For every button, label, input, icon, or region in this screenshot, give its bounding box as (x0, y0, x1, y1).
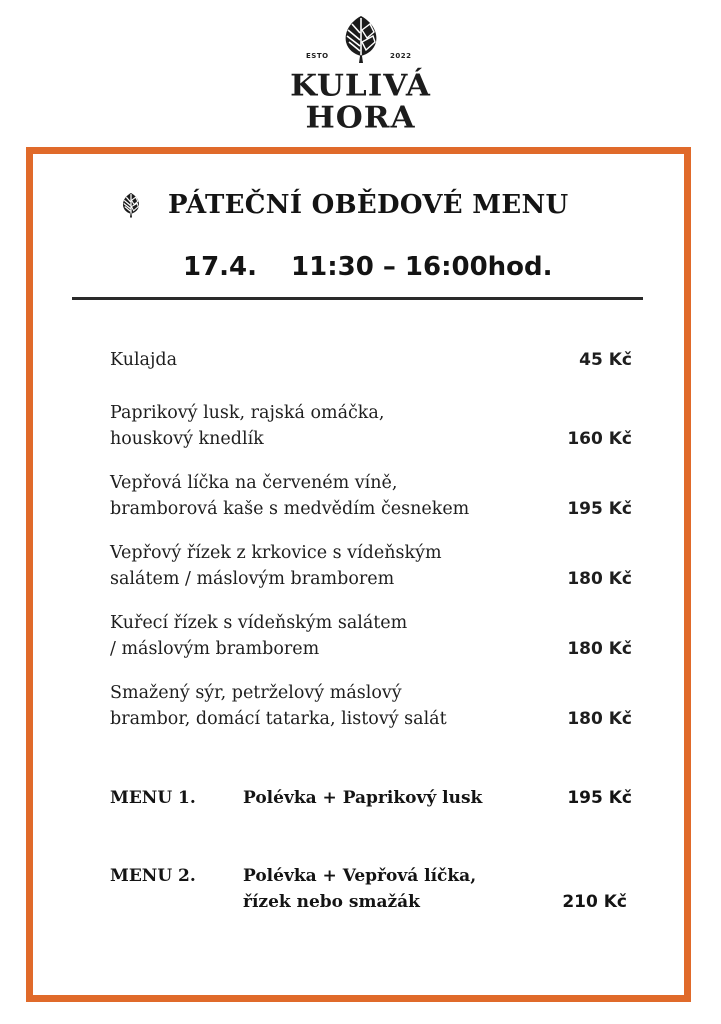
leaf-icon (340, 14, 382, 64)
combo-price: 210 Kč (562, 892, 627, 912)
combo-menu (110, 785, 632, 811)
menu-item-name: Vepřová líčka na červeném víně, bramborová kaše s medvědím česnekem (110, 473, 470, 519)
menu-item (110, 610, 632, 662)
leaf-icon (120, 192, 142, 218)
menu-item-price: 180 Kč (567, 639, 632, 659)
menu-item-price: 180 Kč (567, 709, 632, 729)
menu-item (110, 540, 632, 592)
combo-label: MENU 1. (110, 788, 196, 808)
menu-date: 17.4. (183, 252, 258, 282)
date-time (183, 252, 553, 282)
menu-item-price: 160 Kč (567, 429, 632, 449)
menu-item (110, 680, 632, 732)
menu-item-name: Smažený sýr, petrželový máslový brambor, domácí tatarka, listový salát (110, 683, 447, 729)
logo-established-year: 2022 (390, 52, 412, 60)
menu-item-price: 45 Kč (579, 350, 632, 370)
menu-item-name: Kuřecí řízek s vídeňským salátem / máslovým bramborem (110, 613, 408, 659)
menu-item (110, 347, 632, 373)
menu-item-price: 195 Kč (567, 499, 632, 519)
combo-description: Polévka + Vepřová líčka, řízek nebo smažák (243, 866, 477, 912)
combo-menu (110, 863, 627, 915)
menu-item-price: 180 Kč (567, 569, 632, 589)
menu-item (110, 400, 632, 452)
divider (72, 297, 643, 300)
combo-description: Polévka + Paprikový lusk (243, 788, 483, 808)
page-title: PÁTEČNÍ OBĚDOVÉ MENU (168, 190, 569, 220)
logo-name-line1: KULIVÁ (290, 68, 431, 104)
menu-item-name: Vepřový řízek z krkovice s vídeňským salátem / máslovým bramborem (110, 543, 442, 589)
menu-item-name: Kulajda (110, 350, 178, 370)
menu-item (110, 470, 632, 522)
logo-established-label: ESTO (306, 52, 329, 60)
menu-item-name: Paprikový lusk, rajská omáčka, houskový knedlík (110, 403, 385, 449)
logo-name-line2: HORA (305, 100, 416, 136)
combo-price: 195 Kč (567, 788, 632, 808)
combo-label: MENU 2. (110, 866, 196, 886)
menu-time: 11:30 – 16:00hod. (291, 252, 553, 282)
